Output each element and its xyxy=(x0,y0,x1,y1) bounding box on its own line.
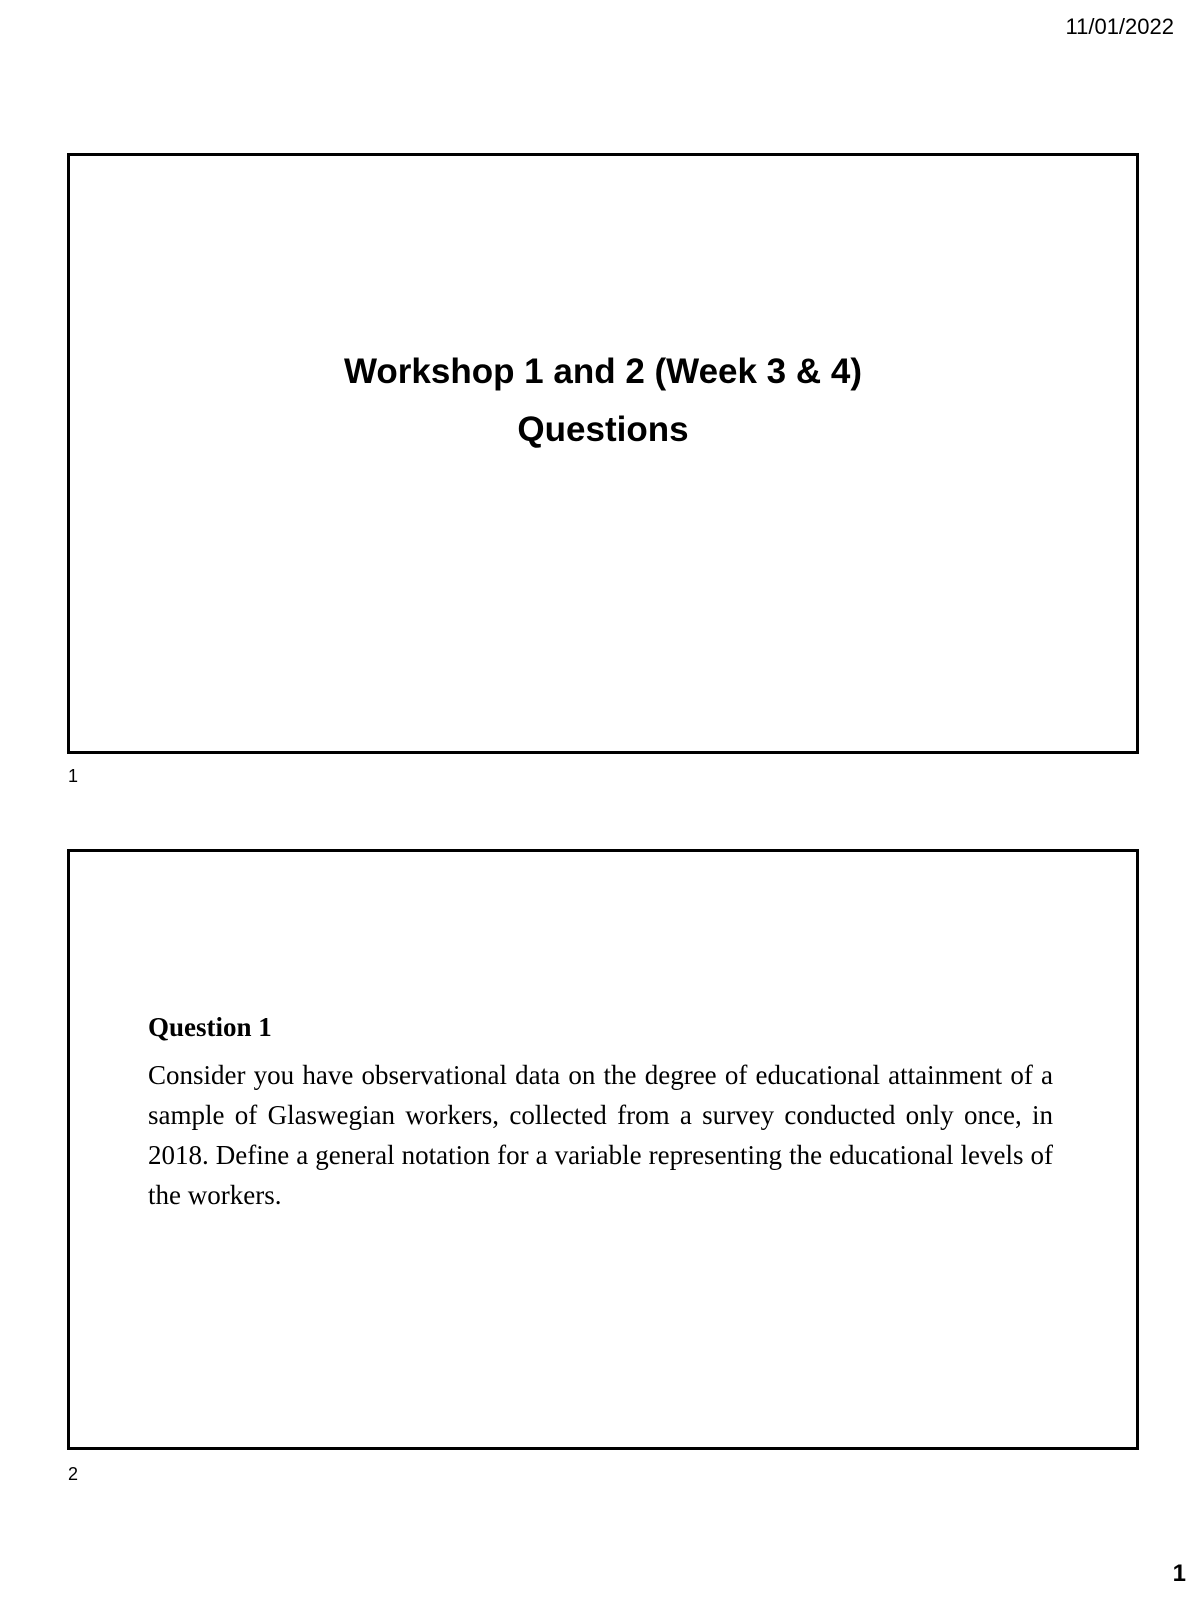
slide-1 xyxy=(67,153,1139,754)
slide-title-line-1: Workshop 1 and 2 (Week 3 & 4) xyxy=(343,352,862,391)
slide-title-line-2: Questions xyxy=(517,410,689,449)
slide-number-2: 2 xyxy=(68,1464,79,1484)
question-heading: Question 1 xyxy=(148,1012,272,1042)
slide-title xyxy=(70,343,1136,459)
page-date: 11/01/2022 xyxy=(1065,14,1174,39)
slide-2 xyxy=(67,849,1139,1450)
question-block xyxy=(148,1007,1053,1215)
page-number: 1 xyxy=(1172,1560,1186,1587)
slide-number-1: 1 xyxy=(68,766,79,786)
question-text: Consider you have observational data on the degree of educational attainment of a sample of Glaswegian workers, collected from a survey conducted only once, in 2018. Define a general notation for a variable representing the educational levels of the workers. xyxy=(148,1060,1053,1210)
